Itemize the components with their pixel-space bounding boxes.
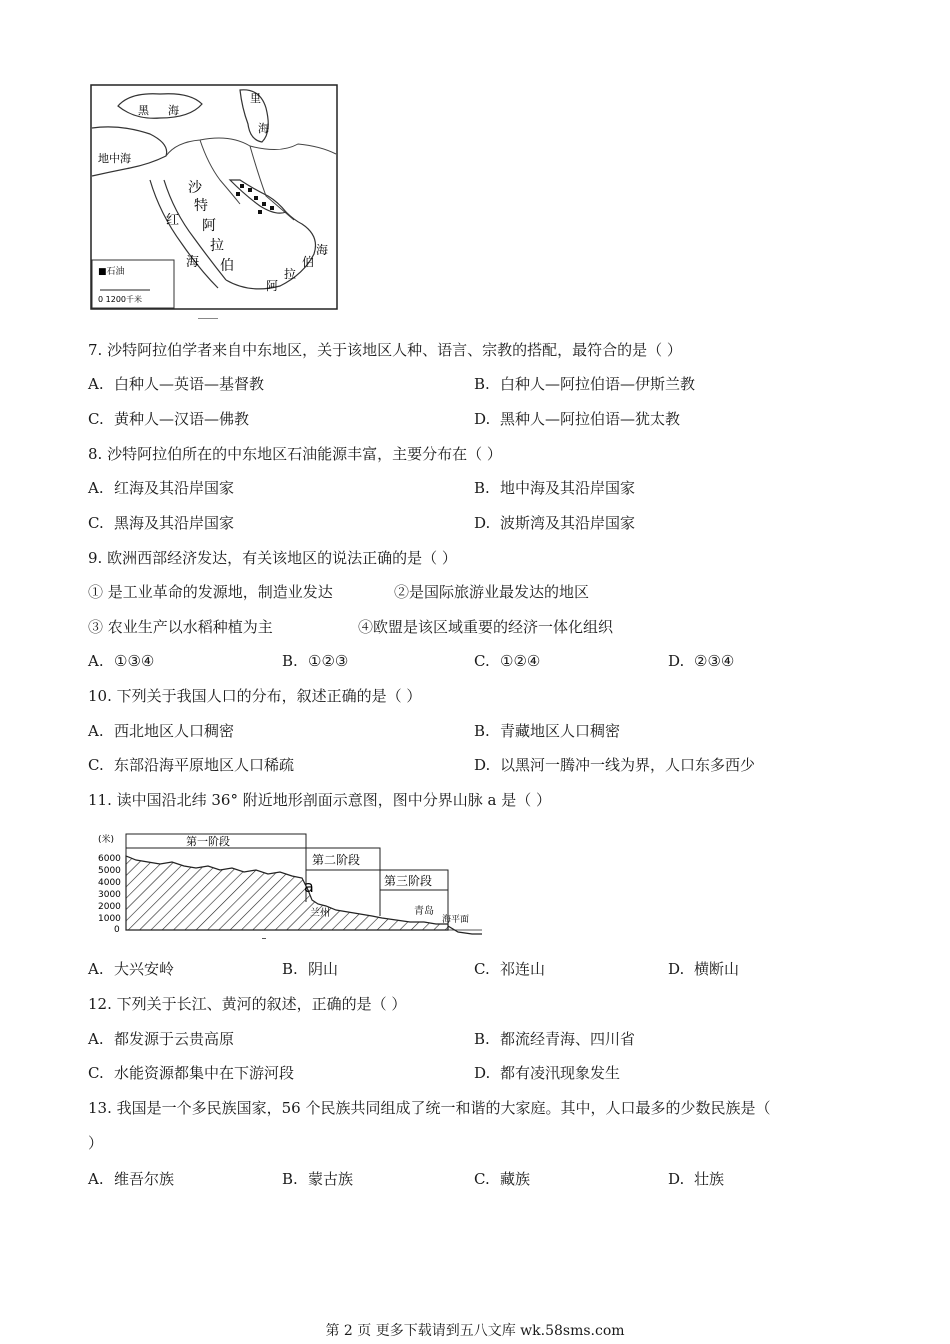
option-text: 都发源于云贵高原 (114, 1030, 235, 1048)
q12-option-c[interactable] (88, 1063, 294, 1083)
map-label-saudi-3: 阿 (202, 218, 216, 234)
map-label-saudi-1: 沙 (188, 180, 202, 196)
option-letter: A. (88, 652, 104, 670)
option-letter: D. (474, 410, 491, 428)
map-label-mediterranean: 地中海 (98, 152, 131, 165)
profile-tick-5000: 5000 (98, 866, 121, 876)
q11-stem: 11. 读中国沿北纬 36° 附近地形剖面示意图，图中分界山脉 a 是（ ） (88, 791, 551, 809)
q10-option-d[interactable] (474, 755, 755, 775)
map-label-caspian-1: 里 (250, 92, 261, 105)
option-text: ②③④ (694, 652, 735, 670)
option-letter: D. (668, 1170, 685, 1188)
option-letter: C. (474, 652, 490, 670)
map-label-black-sea-1: 黑 (138, 104, 149, 117)
step1-label: 第一阶段 (186, 835, 230, 848)
q13-option-d[interactable] (668, 1169, 724, 1189)
option-text: 维吾尔族 (114, 1170, 175, 1188)
option-text: 水能资源都集中在下游河段 (114, 1064, 295, 1082)
option-text: 都流经青海、四川省 (500, 1030, 636, 1048)
option-letter: A. (88, 1170, 104, 1188)
option-text: 波斯湾及其沿岸国家 (500, 514, 636, 532)
middle-east-map (90, 84, 338, 310)
option-letter: D. (668, 960, 685, 978)
option-text: 蒙古族 (308, 1170, 354, 1188)
q12-option-a[interactable] (88, 1029, 234, 1049)
option-text: 藏族 (500, 1170, 531, 1188)
option-letter: C. (474, 1170, 490, 1188)
q10-option-b[interactable] (474, 721, 620, 741)
map-label-black-sea-2: 海 (168, 104, 179, 117)
option-letter: B. (282, 652, 298, 670)
option-letter: B. (474, 722, 490, 740)
profile-tick-2000: 2000 (98, 902, 121, 912)
q12-option-b[interactable] (474, 1029, 635, 1049)
map-label-caspian-2: 海 (258, 122, 269, 135)
profile-tick-0: 0 (114, 925, 120, 935)
oil-marker (254, 196, 258, 200)
option-letter: D. (474, 1064, 491, 1082)
map-label-arabian-sea-2: 拉 (284, 267, 297, 281)
map-label-arabian-sea-4: 海 (316, 243, 329, 257)
option-text: ①②④ (500, 652, 541, 670)
q13-stem-line2: ） (88, 1134, 104, 1152)
map-label-red-sea-2: 海 (186, 255, 200, 270)
option-text: 白种人—阿拉伯语—伊斯兰教 (500, 375, 696, 393)
step3-label: 第三阶段 (384, 874, 433, 888)
q7-option-b[interactable] (474, 374, 695, 394)
option-text: 青藏地区人口稠密 (500, 722, 621, 740)
option-text: 大兴安岭 (114, 960, 175, 978)
option-text: 地中海及其沿岸国家 (500, 479, 636, 497)
q9-option-a[interactable] (88, 651, 154, 671)
option-letter: D. (474, 514, 491, 532)
option-text: 黑海及其沿岸国家 (114, 514, 235, 532)
option-letter: B. (474, 1030, 490, 1048)
q8-option-d[interactable] (474, 513, 635, 533)
oil-marker (270, 206, 274, 210)
option-letter: A. (88, 960, 104, 978)
q12-option-d[interactable] (474, 1063, 620, 1083)
map-label-arabian-sea-3: 伯 (302, 255, 315, 269)
map-caption-rule (198, 318, 218, 319)
option-letter: C. (88, 410, 104, 428)
option-letter: C. (88, 756, 104, 774)
profile-label-qingdao: 青岛 (414, 906, 434, 917)
profile-tick-6000: 6000 (98, 854, 121, 864)
option-letter: C. (474, 960, 490, 978)
profile-mark-a: a (304, 877, 314, 896)
q10-option-c[interactable] (88, 755, 294, 775)
oil-marker (236, 192, 240, 196)
q9-option-c[interactable] (474, 651, 540, 671)
option-text: 以黑河一腾冲一线为界，人口东多西少 (500, 756, 756, 774)
option-letter: D. (474, 756, 491, 774)
option-text: 白种人—英语—基督教 (114, 375, 265, 393)
option-letter: B. (282, 1170, 298, 1188)
option-text: 都有凌汛现象发生 (500, 1064, 621, 1082)
option-letter: C. (88, 514, 104, 532)
option-text: 祁连山 (500, 960, 546, 978)
map-label-saudi-4: 拉 (210, 238, 224, 254)
option-text: 黄种人—汉语—佛教 (114, 410, 250, 428)
map-label-red-sea-1: 红 (166, 213, 180, 228)
option-letter: A. (88, 722, 104, 740)
option-letter: A. (88, 375, 104, 393)
oil-marker (258, 210, 262, 214)
q7-option-c[interactable] (88, 409, 249, 429)
q9-option-b[interactable] (282, 651, 348, 671)
option-letter: C. (88, 1064, 104, 1082)
q8-option-b[interactable] (474, 478, 635, 498)
q11-option-c[interactable] (474, 959, 545, 979)
q13-option-a[interactable] (88, 1169, 174, 1189)
option-letter: A. (88, 479, 104, 497)
option-text: 阴山 (308, 960, 339, 978)
q13-stem-line1: 13. 我国是一个多民族国家，56 个民族共同组成了统一和谐的大家庭。其中，人口最多的少数民族是（ (88, 1099, 771, 1117)
q7-option-a[interactable] (88, 374, 264, 394)
option-letter: D. (668, 652, 685, 670)
q8-option-a[interactable] (88, 478, 234, 498)
q9-option-d[interactable] (668, 651, 734, 671)
profile-tick-4000: 4000 (98, 878, 121, 888)
q12-stem: 12. 下列关于长江、黄河的叙述，正确的是（ ） (88, 995, 407, 1013)
map-legend-oil: ■石油 (98, 267, 125, 277)
q13-option-b[interactable] (282, 1169, 353, 1189)
step2-label: 第二阶段 (312, 853, 361, 867)
profile-tick-1000: 1000 (98, 914, 121, 924)
option-text: 横断山 (694, 960, 740, 978)
map-label-saudi-2: 特 (194, 198, 208, 214)
option-text: 西北地区人口稠密 (114, 722, 235, 740)
profile-tick-3000: 3000 (98, 890, 121, 900)
q10-stem: 10. 下列关于我国人口的分布，叙述正确的是（ ） (88, 687, 422, 705)
profile-label-lanzhou: 兰州 (310, 908, 330, 919)
oil-marker (262, 202, 266, 206)
q9-statement-2: ②是国际旅游业最发达的地区 (394, 583, 590, 601)
oil-marker (240, 184, 244, 188)
q9-statement-1: ① 是工业革命的发源地，制造业发达 (88, 583, 333, 601)
page-footer: 第 2 页 更多下载请到五八文库 wk.58sms.com (325, 1323, 625, 1339)
map-label-arabian-sea-1: 阿 (266, 279, 279, 293)
profile-unit-label: (米) (98, 835, 115, 845)
option-letter: B. (474, 375, 490, 393)
q9-stem: 9. 欧洲西部经济发达，有关该地区的说法正确的是（ ） (88, 549, 457, 567)
q11-option-a[interactable] (88, 959, 174, 979)
q8-stem: 8. 沙特阿拉伯所在的中东地区石油能源丰富，主要分布在（ ） (88, 445, 502, 463)
option-text: 东部沿海平原地区人口稀疏 (114, 756, 295, 774)
q7-option-d[interactable] (474, 409, 680, 429)
q9-statement-4: ④欧盟是该区域重要的经济一体化组织 (358, 618, 614, 636)
q7-stem: 7. 沙特阿拉伯学者来自中东地区，关于该地区人种、语言、宗教的搭配，最符合的是（ ） (88, 341, 682, 359)
option-letter: A. (88, 1030, 104, 1048)
map-label-saudi-5: 伯 (220, 258, 234, 274)
q11-option-d[interactable] (668, 959, 739, 979)
middle-east-map-svg (90, 84, 338, 310)
terrain-profile-svg (96, 826, 482, 944)
map-scale-label: 0 1200千米 (98, 295, 142, 304)
option-text: 红海及其沿岸国家 (114, 479, 235, 497)
q11-option-b[interactable] (282, 959, 338, 979)
option-text: 黑种人—阿拉伯语—犹太教 (500, 410, 681, 428)
q10-option-a[interactable] (88, 721, 234, 741)
option-letter: B. (282, 960, 298, 978)
profile-label-sea-level: 海平面 (442, 915, 470, 925)
oil-marker (248, 188, 252, 192)
terrain-profile-figure (96, 826, 482, 944)
q13-option-c[interactable] (474, 1169, 530, 1189)
terrain-profile (126, 856, 448, 930)
q8-option-c[interactable] (88, 513, 234, 533)
profile-caption-mark (262, 938, 266, 939)
option-text: ①②③ (308, 652, 349, 670)
option-text: 壮族 (694, 1170, 725, 1188)
q9-statement-3: ③ 农业生产以水稻种植为主 (88, 618, 273, 636)
option-letter: B. (474, 479, 490, 497)
option-text: ①③④ (114, 652, 155, 670)
